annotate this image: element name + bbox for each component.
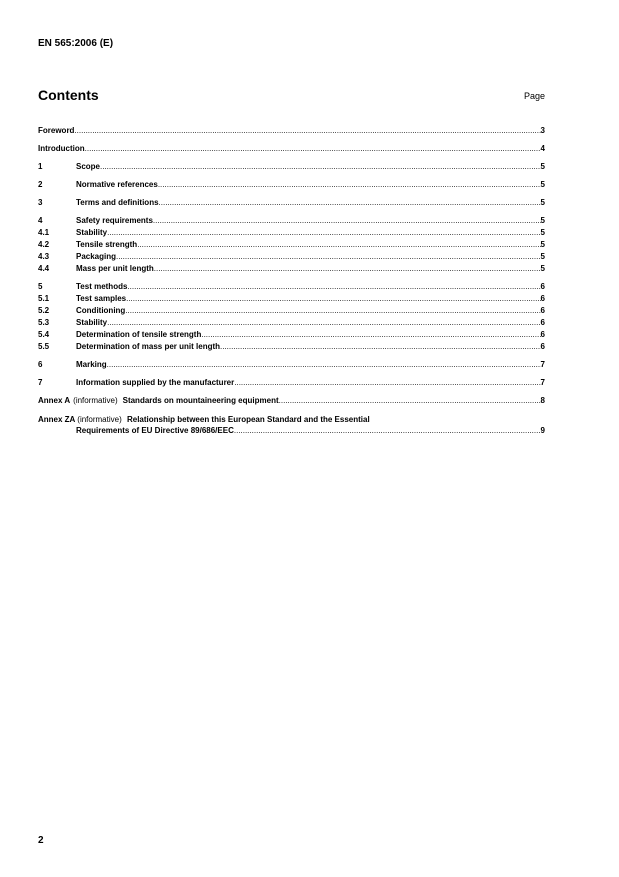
toc-page-number: 9 xyxy=(540,426,545,435)
toc-page-number: 4 xyxy=(540,144,545,153)
toc-leader-dots xyxy=(154,263,541,274)
toc-leader-dots xyxy=(234,425,541,436)
toc-entry-1[interactable] xyxy=(38,161,545,172)
toc-leader-dots xyxy=(159,197,541,208)
toc-title: Safety requirements xyxy=(76,216,153,225)
toc-number: 5 xyxy=(38,282,43,291)
toc-entry-foreword[interactable] xyxy=(38,125,545,136)
toc-leader-dots xyxy=(279,395,541,406)
toc-entry-5-3[interactable] xyxy=(38,317,545,328)
toc-annex-qualifier: (informative) xyxy=(77,415,122,424)
toc-entry-4-4[interactable] xyxy=(38,263,545,274)
toc-annex-prefix: Annex ZA xyxy=(38,415,76,424)
toc-number: 4.3 xyxy=(38,252,50,261)
toc-number: 5.5 xyxy=(38,342,50,351)
toc-leader-dots xyxy=(127,281,540,292)
toc-number: 1 xyxy=(38,162,43,171)
toc-page-number: 5 xyxy=(540,228,545,237)
toc-number: 4.2 xyxy=(38,240,50,249)
page-number: 2 xyxy=(38,835,44,846)
toc-page-number: 5 xyxy=(540,240,545,249)
toc-number: 6 xyxy=(38,360,43,369)
toc-page-number: 7 xyxy=(540,360,545,369)
toc-leader-dots xyxy=(234,377,540,388)
toc-title: Determination of tensile strength xyxy=(76,330,202,339)
toc-entry-5-2[interactable] xyxy=(38,305,545,316)
toc-page-number: 6 xyxy=(540,330,545,339)
toc-leader-dots xyxy=(116,251,541,262)
toc-page-number: 3 xyxy=(540,126,545,135)
toc-entry-annex-a[interactable] xyxy=(38,395,545,406)
toc-annex-prefix: Annex A xyxy=(38,396,71,405)
toc-entry-introduction[interactable] xyxy=(38,143,545,154)
toc-page-number: 6 xyxy=(540,282,545,291)
toc-title: Terms and definitions xyxy=(76,198,159,207)
toc-title: Standards on mountaineering equipment xyxy=(122,396,279,405)
toc-entry-5-4[interactable] xyxy=(38,329,545,340)
toc-leader-dots xyxy=(153,215,541,226)
toc-leader-dots xyxy=(74,125,540,136)
toc-page-number: 5 xyxy=(540,216,545,225)
toc-title: Relationship between this European Standard and the Essential xyxy=(126,415,370,424)
toc-entry-5-5[interactable] xyxy=(38,341,545,352)
toc-leader-dots xyxy=(125,305,540,316)
toc-number: 5.4 xyxy=(38,330,50,339)
page-column-label: Page xyxy=(523,91,545,101)
toc-annex-qualifier: (informative) xyxy=(73,396,118,405)
toc-title: Packaging xyxy=(76,252,117,261)
toc-title: Stability xyxy=(76,228,108,237)
annex-za-second-line xyxy=(38,425,545,436)
toc-entry-2[interactable] xyxy=(38,179,545,190)
toc-title: Determination of mass per unit length xyxy=(76,342,221,351)
toc-leader-dots xyxy=(126,293,540,304)
toc-leader-dots xyxy=(85,143,541,154)
toc-number: 5.1 xyxy=(38,294,50,303)
toc-entry-5[interactable] xyxy=(38,281,545,292)
toc-page-number: 6 xyxy=(540,306,545,315)
toc-number: 3 xyxy=(38,198,43,207)
toc-title: Tensile strength xyxy=(76,240,138,249)
annex-za-first-line xyxy=(38,414,545,425)
toc-title: Test methods xyxy=(76,282,128,291)
toc-number: 2 xyxy=(38,180,43,189)
toc-leader-dots xyxy=(220,341,541,352)
toc-page-number: 6 xyxy=(540,342,545,351)
toc-page-number: 6 xyxy=(540,318,545,327)
contents-heading: Contents xyxy=(38,87,99,103)
toc-leader-dots xyxy=(137,239,540,250)
toc-title: Marking xyxy=(76,360,107,369)
toc-entry-annex-za[interactable] xyxy=(38,414,545,436)
toc-entry-5-1[interactable] xyxy=(38,293,545,304)
toc-title: Scope xyxy=(76,162,101,171)
toc-leader-dots xyxy=(201,329,540,340)
toc-leader-dots xyxy=(100,161,541,172)
toc-page-number: 8 xyxy=(540,396,545,405)
toc-entry-6[interactable] xyxy=(38,359,545,370)
toc-leader-dots xyxy=(107,227,540,238)
toc-page-number: 5 xyxy=(540,180,545,189)
toc-number: 4 xyxy=(38,216,43,225)
toc-title: Foreword xyxy=(38,126,75,135)
toc-leader-dots xyxy=(158,179,541,190)
toc-entry-7[interactable] xyxy=(38,377,545,388)
toc-number: 7 xyxy=(38,378,43,387)
toc-page-number: 7 xyxy=(540,378,545,387)
toc-title: Stability xyxy=(76,318,108,327)
toc-page-number: 6 xyxy=(540,294,545,303)
toc-entry-4[interactable] xyxy=(38,215,545,226)
toc-leader-dots xyxy=(107,359,541,370)
toc-page-number: 5 xyxy=(540,162,545,171)
toc-title: Conditioning xyxy=(76,306,126,315)
toc-page-number: 5 xyxy=(540,264,545,273)
toc-number: 5.2 xyxy=(38,306,50,315)
toc-number: 5.3 xyxy=(38,318,50,327)
toc-entry-4-3[interactable] xyxy=(38,251,545,262)
toc-title: Mass per unit length xyxy=(76,264,154,273)
toc-page-number: 5 xyxy=(540,252,545,261)
toc-title: Information supplied by the manufacturer xyxy=(76,378,235,387)
toc-entry-4-2[interactable] xyxy=(38,239,545,250)
toc-title: Introduction xyxy=(38,144,85,153)
toc-entry-3[interactable] xyxy=(38,197,545,208)
toc-title: Test samples xyxy=(76,294,127,303)
toc-leader-dots xyxy=(107,317,540,328)
toc-title-continued: Requirements of EU Directive 89/686/EEC xyxy=(76,426,234,435)
toc-number: 4.4 xyxy=(38,264,50,273)
toc-entry-4-1[interactable] xyxy=(38,227,545,238)
toc-page-number: 5 xyxy=(540,198,545,207)
toc-title: Normative references xyxy=(76,180,158,189)
document-header-title: EN 565:2006 (E) xyxy=(38,38,114,49)
toc-number: 4.1 xyxy=(38,228,50,237)
